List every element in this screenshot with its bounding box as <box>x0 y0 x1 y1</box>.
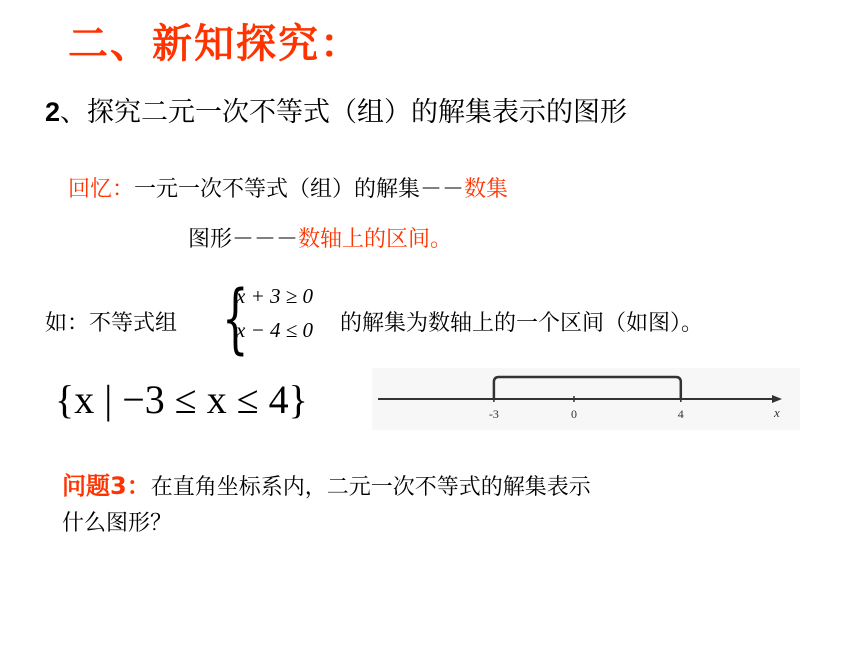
section-subtitle <box>45 90 627 129</box>
inequality-system <box>222 273 342 362</box>
subtitle-number: 2 <box>45 97 61 127</box>
inequality-2: x − 4 ≤ 0 <box>236 318 314 342</box>
recall-line1-highlight: 数集 <box>464 177 509 202</box>
number-line-figure <box>372 368 800 430</box>
recall-line2-text: 图形－－－ <box>188 227 299 252</box>
question-3-label: 问题3： <box>62 472 151 500</box>
question-3 <box>62 466 591 501</box>
question-3-line2: 什么图形？ <box>62 511 173 536</box>
recall-line-1 <box>68 172 508 203</box>
tick-label: 4 <box>677 407 684 421</box>
solution-set: {x | −3 ≤ x ≤ 4} <box>55 377 308 422</box>
example-suffix: 的解集为数轴上的一个区间（如图）。 <box>340 311 704 336</box>
tick-label: -3 <box>488 407 499 421</box>
question-3-line1: 在直角坐标系内，二元一次不等式的解集表示 <box>150 475 591 500</box>
subtitle-text: 、探究二元一次不等式（组）的解集表示的图形 <box>60 97 628 128</box>
left-brace: { <box>222 273 249 362</box>
slide-heading: 二、新知探究： <box>68 21 362 67</box>
recall-label: 回忆： <box>68 177 135 202</box>
tick-label: 0 <box>571 407 577 421</box>
recall-line1-text: 一元一次不等式（组）的解集－－ <box>134 177 465 202</box>
recall-line-2 <box>188 222 452 253</box>
recall-line2-highlight: 数轴上的区间。 <box>298 227 453 252</box>
inequality-1: x + 3 ≥ 0 <box>236 284 314 308</box>
example-prefix: 如：不等式组 <box>45 311 178 336</box>
axis-label: x <box>774 405 780 420</box>
